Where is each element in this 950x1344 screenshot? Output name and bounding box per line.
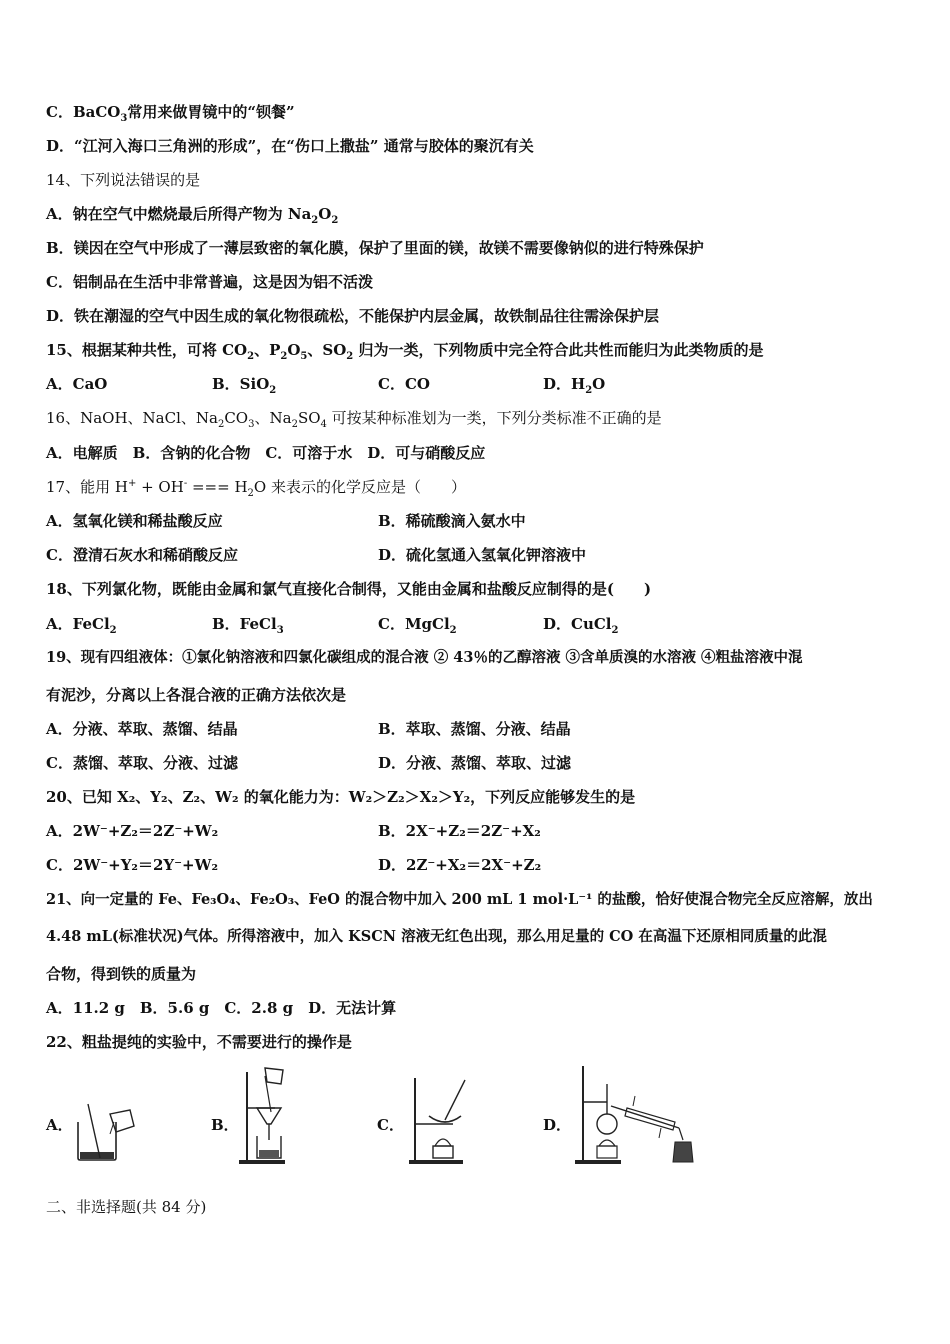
q15-stem: 15、根据某种共性，可将 $CO_2$、$P_2O_5$、$SO_2$ 归为一类，下列物质中完全符合此共性而能归为此类物质的是 xyxy=(46,341,764,362)
q19-option-b: B．萃取、蒸馏、分液、结晶 xyxy=(378,720,571,738)
q17-option-d: D．硫化氢通入氢氧化钾溶液中 xyxy=(378,546,587,564)
q16-options: A．电解质 B．含钠的化合物 C．可溶于水 D．可与硝酸反应 xyxy=(46,444,486,462)
q15-option-d: D．$H_2O$ xyxy=(543,375,606,396)
q17-option-c: C．澄清石灰水和稀硝酸反应 xyxy=(46,546,238,564)
q13-option-c: C．BaCO$_3$常用来做胃镜中的“钡餐” xyxy=(46,103,295,124)
q22-option-a xyxy=(46,1062,156,1170)
q21-stem-line1: 21、向一定量的 Fe、Fe₃O₄、Fe₂O₃、FeO 的混合物中加入 200 mL 1 mol·L⁻¹ 的盐酸，恰好使混合物完全反应溶解，放出 xyxy=(46,891,873,908)
q22-option-a-label: A． xyxy=(46,1116,73,1134)
q21-stem-line3: 合物，得到铁的质量为 xyxy=(46,965,197,983)
q22-option-c-label: C． xyxy=(377,1116,404,1134)
q20-option-a: A．2W⁻+Z₂＝2Z⁻+W₂ xyxy=(46,822,219,840)
q14-option-d: D．铁在潮湿的空气中因生成的氧化物很疏松，不能保护内层金属，故铁制品往往需涂保护层 xyxy=(46,307,660,325)
q15-option-a: A．CaO xyxy=(46,375,108,393)
q13-option-d: D．“江河入海口三角洲的形成”，在“伤口上撒盐” 通常与胶体的聚沉有关 xyxy=(46,137,534,155)
q14-option-c: C．铝制品在生活中非常普遍，这是因为铝不活泼 xyxy=(46,273,373,291)
q21-options: A．11.2 g B．5.6 g C．2.8 g D．无法计算 xyxy=(46,999,397,1017)
q21-stem-line2: 4.48 mL(标准状况)气体。所得溶液中，加入 KSCN 溶液无红色出现，那么用足量的 CO 在高温下还原相同质量的此混 xyxy=(46,928,827,945)
q20-option-b: B．2X⁻+Z₂＝2Z⁻+X₂ xyxy=(378,822,541,840)
q17-stem: 17、能用 H+ + OH- === $H_2O$ 来表示的化学反应是（ ） xyxy=(46,478,466,499)
q20-option-d: D．2Z⁻+X₂＝2X⁻+Z₂ xyxy=(378,856,542,874)
q14-option-a: A．钠在空气中燃烧最后所得产物为 $Na_2O_2$ xyxy=(46,205,339,226)
q20-stem: 20、已知 X₂、Y₂、Z₂、W₂ 的氧化能力为：W₂＞Z₂＞X₂＞Y₂，下列反应能够发生的是 xyxy=(46,788,636,806)
q18-stem: 18、下列氯化物，既能由金属和氯气直接化合制得，又能由金属和盐酸反应制得的是( ) xyxy=(46,580,652,598)
q14-stem: 14、下列说法错误的是 xyxy=(46,171,201,189)
q22-option-b xyxy=(211,1062,321,1170)
q22-stem: 22、粗盐提纯的实验中，不需要进行的操作是 xyxy=(46,1033,352,1051)
q22-option-d xyxy=(543,1062,723,1170)
q19-option-c: C．蒸馏、萃取、分液、过滤 xyxy=(46,754,238,772)
q19-option-d: D．分液、蒸馏、萃取、过滤 xyxy=(378,754,572,772)
q20-option-c: C．2W⁻+Y₂＝2Y⁻+W₂ xyxy=(46,856,219,874)
q18-option-b: B．FeCl$_3$ xyxy=(212,615,284,636)
distillation-illustration xyxy=(571,1062,711,1170)
q22-option-b-label: B． xyxy=(211,1116,239,1134)
q18-option-c: C．MgCl$_2$ xyxy=(378,615,457,636)
q18-option-a: A．FeCl$_2$ xyxy=(46,615,117,636)
q19-stem-line1: 19、现有四组液体：①氯化钠溶液和四氯化碳组成的混合液 ② 43％的乙醇溶液 ③含单质溴的水溶液 ④粗盐溶液中混 xyxy=(46,649,803,666)
q17-option-b: B．稀硫酸滴入氨水中 xyxy=(378,512,526,530)
q19-stem-line2: 有泥沙，分离以上各混合液的正确方法依次是 xyxy=(46,686,347,704)
q15-option-c: C．CO xyxy=(378,375,430,393)
section-heading: 二、非选择题(共 84 分) xyxy=(46,1198,207,1216)
q22-option-d-label: D． xyxy=(543,1116,572,1134)
beaker-stir-illustration xyxy=(70,1062,160,1170)
q18-option-d: D．CuCl$_2$ xyxy=(543,615,619,636)
q15-option-b: B．SiO$_2$ xyxy=(212,375,277,396)
q16-stem: 16、NaOH、NaCl、$Na_2CO_3$、$Na_2SO_4$ 可按某种标准划为一类，下列分类标准不正确的是 xyxy=(46,409,662,430)
evaporation-illustration xyxy=(407,1062,507,1170)
filtration-illustration xyxy=(235,1062,325,1170)
q14-option-b: B．镁因在空气中形成了一薄层致密的氧化膜，保护了里面的镁，故镁不需要像钠似的进行特殊保护 xyxy=(46,239,704,257)
q22-option-c xyxy=(377,1062,487,1170)
q19-option-a: A．分液、萃取、蒸馏、结晶 xyxy=(46,720,238,738)
q17-option-a: A．氢氧化镁和稀盐酸反应 xyxy=(46,512,223,530)
